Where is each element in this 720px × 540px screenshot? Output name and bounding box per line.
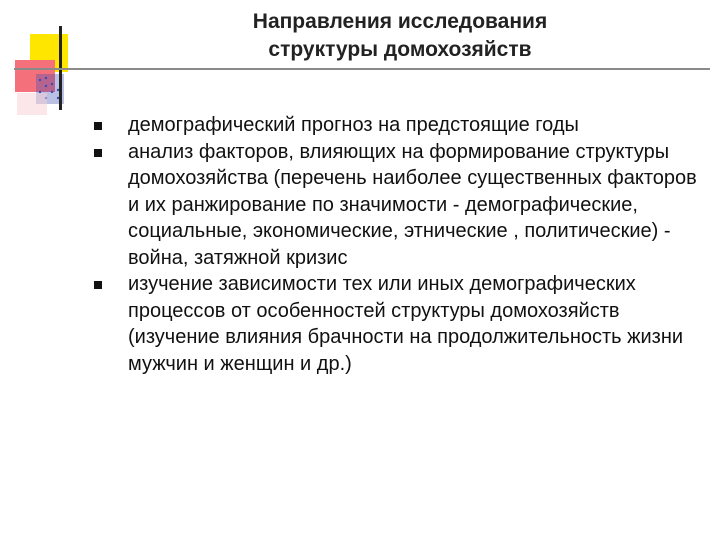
slide-title bbox=[150, 8, 650, 64]
slide-title-line2: структуры домохозяйств bbox=[268, 38, 532, 61]
bullet-text: анализ факторов, влияющих на формирование структуры домохозяйства (перечень наиболее существенных факторов и их ранжирование по значимости - демографические, социальные, экономические, этнические , политические) - война, затяжной кризис bbox=[128, 140, 697, 269]
bullet-list bbox=[92, 112, 707, 377]
list-item bbox=[92, 112, 707, 139]
title-rule bbox=[14, 68, 710, 70]
bullet-text: демографический прогноз на предстоящие годы bbox=[128, 114, 579, 136]
bullet-square-icon bbox=[94, 149, 102, 157]
bullet-square-icon bbox=[94, 281, 102, 289]
list-item bbox=[92, 139, 707, 272]
bullet-square-icon bbox=[94, 122, 102, 130]
list-item bbox=[92, 271, 707, 377]
bullet-text: изучение зависимости тех или иных демографических процессов от особенностей структуры домохозяйств (изучение влияния брачности на продолжительность жизни мужчин и женщин и др.) bbox=[128, 273, 684, 375]
slide-title-line1: Направления исследования bbox=[252, 10, 548, 33]
